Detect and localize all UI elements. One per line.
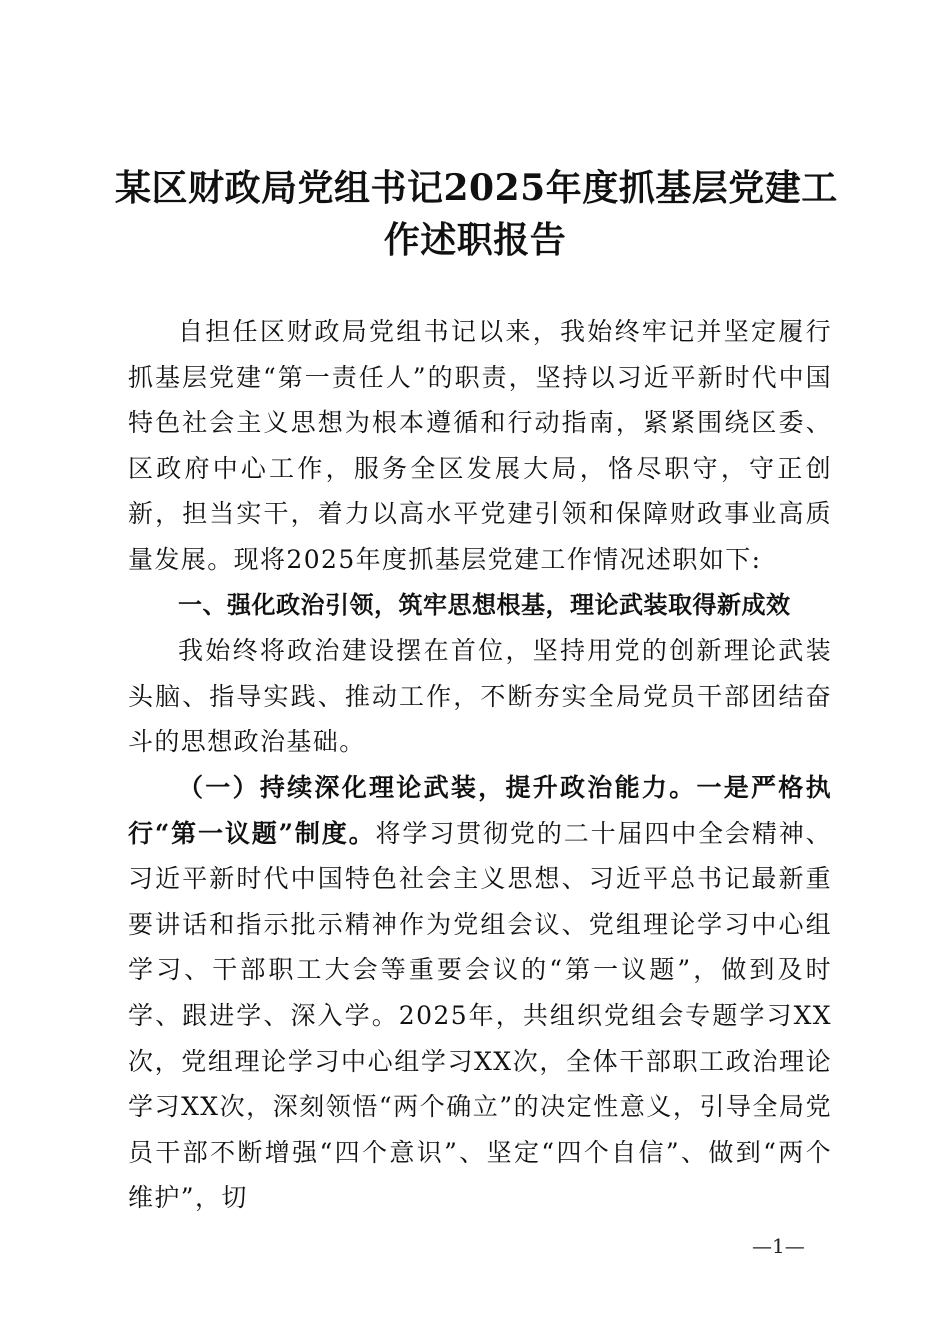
section-1-heading: 一、强化政治引领，筑牢思想根基，理论武装取得新成效	[178, 590, 791, 619]
section-1-paragraph: 我始终将政治建设摆在首位，坚持用党的创新理论武装头脑、指导实践、推动工作，不断夯实全局党员干部团结奋斗的思想政治基础。	[128, 636, 832, 757]
document-title	[115, 162, 838, 266]
page-number: —1—	[752, 1234, 805, 1258]
intro-paragraph: 自担任区财政局党组书记以来，我始终牢记并坚定履行抓基层党建“第一责任人”的职责，坚持以习近平新时代中国特色社会主义思想为根本遵循和行动指南，紧紧围绕区委、区政府中心工作，服务全区发展大局，恪尽职守，守正创新，担当实干，着力以高水平党建引领和保障财政事业高质量发展。现将2025年度抓基层党建工作情况述职如下:	[128, 317, 832, 574]
title-line-1: 某区财政局党组书记2025年度抓基层党建工	[115, 167, 838, 209]
subsection-1-text: 将学习贯彻党的二十届四中全会精神、习近平新时代中国特色社会主义思想、习近平总书记最新重要讲话和指示批示精神作为党组会议、党组理论学习中心组学习、干部职工大会等重要会议的“第一议题”，做到及时学、跟进学、深入学。2025年，共组织党组会专题学习XX次，党组理论学习中心组学习XX次，全体干部职工政治理论学习XX次，深刻领悟“两个确立”的决定性意义，引导全局党员干部不断增强“四个意识”、坚定“四个自信”、做到“两个维护”，切	[128, 818, 832, 1213]
document-body	[128, 309, 832, 1221]
subsection-1-lead: （一）持续深化理论武装，提升政治能力。一是严格执行“第一议题”制度。	[128, 772, 832, 848]
subsection-1-paragraph	[128, 765, 832, 1221]
title-line-2: 作述职报告	[383, 219, 567, 261]
